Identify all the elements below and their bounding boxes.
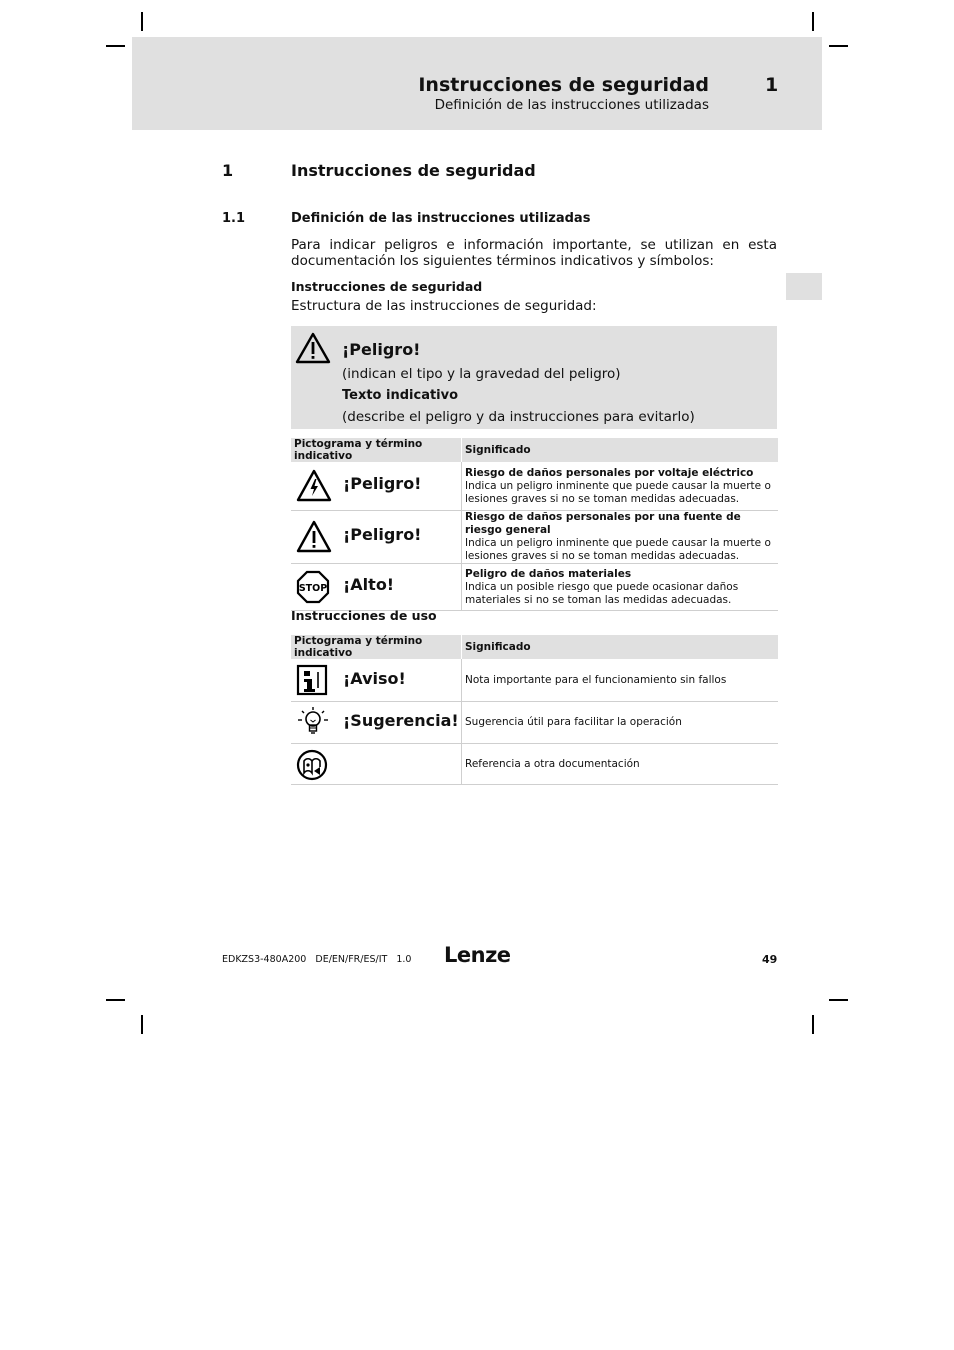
meaning-text: Indica un peligro inminente que puede causar la muerte o lesiones graves si no se toman medidas adecuadas.: [465, 537, 771, 562]
crop-mark: [141, 1015, 143, 1034]
crop-mark: [812, 12, 814, 31]
lenze-logo: Lenze: [444, 943, 511, 967]
warning-triangle-icon: [295, 332, 331, 368]
electric-hazard-icon: [296, 469, 332, 507]
crop-mark: [106, 45, 125, 47]
stop-sign-label: STOP: [298, 583, 328, 594]
table-row: [291, 659, 778, 702]
example-line-1: (indican el tipo y la gravedad del peligro): [342, 366, 621, 382]
table-row: [291, 564, 778, 611]
safety-example-box: [291, 326, 777, 429]
table-row: [291, 462, 778, 511]
chapter-number: 1: [765, 74, 779, 96]
meaning-text: Indica un peligro inminente que puede causar la muerte o lesiones graves si no se toman medidas adecuadas.: [465, 479, 771, 505]
signal-word: ¡Peligro!: [343, 525, 422, 544]
example-line-2: Texto indicativo: [342, 388, 459, 403]
meaning-title: Riesgo de daños personales por voltaje eléctrico: [465, 466, 754, 479]
safety-heading: Instrucciones de seguridad: [291, 279, 483, 294]
document-id: EDKZS3-480A200 DE/EN/FR/ES/IT 1.0: [222, 954, 412, 965]
meaning-text: Nota importante para el funcionamiento sin fallos: [462, 659, 779, 702]
crop-mark: [829, 45, 848, 47]
info-note-icon: [296, 664, 328, 700]
lightbulb-tip-icon: [296, 706, 330, 742]
meaning-text: Sugerencia útil para facilitar la operación: [462, 702, 779, 744]
general-warning-icon: [296, 520, 332, 558]
intro-paragraph: Para indicar peligros e información importante, se utilizan en esta documentación los siguientes términos indicativos y símbolos:: [291, 237, 777, 269]
stop-sign-icon: [296, 570, 330, 608]
table-row: [291, 744, 778, 785]
signal-word: ¡Sugerencia!: [343, 711, 459, 730]
usage-heading: Instrucciones de uso: [291, 608, 437, 623]
section-number: 1: [222, 161, 234, 180]
table-row: [291, 511, 778, 564]
meaning-title: Riesgo de daños personales por una fuente de riesgo general: [465, 511, 741, 536]
crop-mark: [106, 999, 125, 1001]
reference-book-icon: [296, 749, 328, 785]
crop-mark: [812, 1015, 814, 1034]
safety-symbol-table: [291, 438, 778, 611]
col-header-pictogram: Pictograma y término indicativo: [291, 635, 462, 659]
signal-word: ¡Peligro!: [343, 474, 422, 493]
section-title: Instrucciones de seguridad: [291, 161, 536, 180]
meaning-text: Indica un posible riesgo que puede ocasionar daños materiales si no se toman las medidas adecuadas.: [465, 580, 739, 606]
page-number: 49: [762, 953, 778, 966]
col-header-meaning: Significado: [462, 635, 779, 659]
crop-mark: [141, 12, 143, 31]
subsection-title: Definición de las instrucciones utilizadas: [291, 211, 591, 226]
signal-word: ¡Aviso!: [343, 669, 406, 688]
header-title: Instrucciones de seguridad: [418, 74, 709, 96]
meaning-text: Referencia a otra documentación: [462, 744, 779, 785]
chapter-tab-marker: [786, 273, 822, 300]
table-row: [291, 702, 778, 744]
example-title: ¡Peligro!: [342, 340, 421, 359]
signal-word: ¡Alto!: [343, 575, 395, 594]
col-header-pictogram: Pictograma y término indicativo: [291, 438, 462, 462]
structure-text: Estructura de las instrucciones de seguridad:: [291, 298, 597, 314]
usage-symbol-table: [291, 635, 778, 785]
meaning-title: Peligro de daños materiales: [465, 567, 632, 580]
col-header-meaning: Significado: [462, 438, 779, 462]
example-line-3: (describe el peligro y da instrucciones para evitarlo): [342, 409, 695, 425]
crop-mark: [829, 999, 848, 1001]
header-subtitle: Definición de las instrucciones utilizadas: [434, 97, 709, 113]
subsection-number: 1.1: [222, 211, 246, 226]
